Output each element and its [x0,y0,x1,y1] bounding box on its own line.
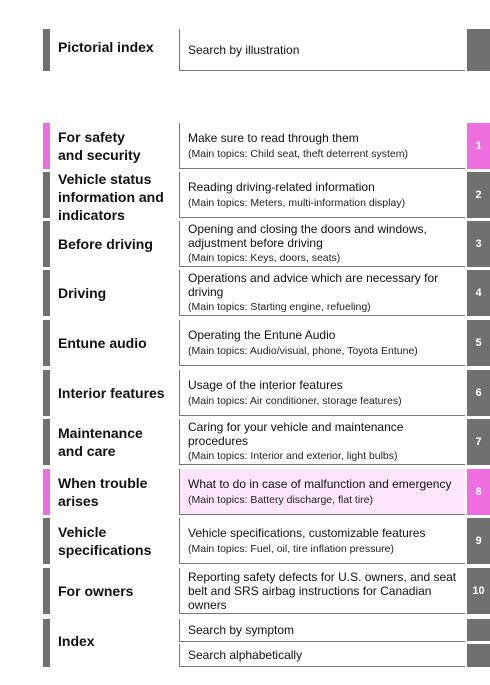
pictorial-index-bar [43,29,50,71]
chapter-10-tab[interactable]: 10 [467,568,490,614]
chapter-2-bar [43,172,50,218]
chapter-3-box[interactable] [179,221,465,267]
chapter-10-title[interactable]: For owners [58,583,134,599]
chapter-8-bar [43,469,50,515]
chapter-1-box[interactable] [179,123,465,169]
chapter-4-box[interactable] [179,270,465,316]
chapter-8-tab[interactable]: 8 [467,469,490,515]
chapter-6-box[interactable] [179,370,465,416]
chapter-6-bar [43,370,50,416]
chapter-2-desc: Reading driving-related information [188,179,375,194]
search-by-symptom-label: Search by symptom [188,623,295,637]
chapter-4-topics: (Main topics: Starting engine, refueling) [188,301,371,313]
chapter-5-tab[interactable]: 5 [467,320,490,366]
chapter-4-title[interactable]: Driving [58,285,107,301]
chapter-3-bar [43,221,50,267]
chapter-4-tab[interactable]: 4 [467,270,490,316]
chapter-7-tab[interactable]: 7 [467,419,490,465]
chapter-2-box[interactable] [179,172,465,218]
chapter-10-box[interactable] [179,568,465,614]
chapter-5-box[interactable] [179,320,465,366]
chapter-6-topics: (Main topics: Air conditioner, storage features) [188,394,402,407]
search-by-symptom-link[interactable] [179,619,465,642]
chapter-1-title[interactable]: For safety and security [58,129,141,163]
chapter-5-bar [43,320,50,366]
chapter-10-bar [43,568,50,614]
search-alphabetically-link[interactable] [179,644,465,667]
chapter-5-title[interactable]: Entune audio [58,335,147,351]
chapter-9-title[interactable]: Vehicle specifications [58,524,152,558]
chapter-10-desc: Reporting safety defects for U.S. owners, and seat belt and SRS airbag instructions for Canadian owners [188,569,457,612]
pictorial-index-link[interactable] [179,29,465,71]
pictorial-index-title[interactable]: Pictorial index [58,39,154,55]
chapter-2-tab[interactable]: 2 [467,172,490,218]
search-alphabetically-label: Search alphabetically [188,648,303,662]
chapter-6-title[interactable]: Interior features [58,385,165,401]
chapter-3-title[interactable]: Before driving [58,236,153,252]
chapter-9-box[interactable] [179,518,465,564]
chapter-3-desc: Opening and closing the doors and windows, adjustment before driving [188,222,427,250]
pictorial-index-tab [467,29,490,71]
chapter-8-topics: (Main topics: Battery discharge, flat tire) [188,493,373,506]
chapter-1-tab[interactable]: 1 [467,123,490,169]
chapter-7-title[interactable]: Maintenance and care [58,425,143,459]
index-title[interactable]: Index [58,633,95,649]
index-bar [43,619,50,667]
chapter-5-topics: (Main topics: Audio/visual, phone, Toyota Entune) [188,344,418,357]
index-tab-symptom [467,619,490,641]
chapter-9-tab[interactable]: 9 [467,518,490,564]
chapter-9-topics: (Main topics: Fuel, oil, tire inflation pressure) [188,542,394,555]
chapter-8-title[interactable]: When trouble arises [58,475,148,509]
chapter-7-box[interactable] [179,419,465,465]
chapter-8-desc: What to do in case of malfunction and emergency [188,476,452,491]
chapter-9-bar [43,518,50,564]
search-by-illustration-link[interactable]: Search by illustration [188,42,300,57]
chapter-7-bar [43,419,50,465]
index-tab-alphabetical [467,644,490,667]
chapter-5-desc: Operating the Entune Audio [188,327,336,342]
chapter-6-desc: Usage of the interior features [188,377,343,392]
chapter-1-desc: Make sure to read through them [188,130,359,145]
chapter-3-topics: (Main topics: Keys, doors, seats) [188,252,341,264]
chapter-8-box[interactable] [179,469,465,515]
chapter-7-topics: (Main topics: Interior and exterior, light bulbs) [188,450,398,462]
chapter-3-tab[interactable]: 3 [467,221,490,267]
chapter-1-bar [43,123,50,169]
chapter-1-topics: (Main topics: Child seat, theft deterrent system) [188,147,409,160]
chapter-2-topics: (Main topics: Meters, multi-information display) [188,196,406,209]
chapter-7-desc: Caring for your vehicle and maintenance procedures [188,420,404,448]
chapter-4-bar [43,270,50,316]
chapter-9-desc: Vehicle specifications, customizable features [188,525,426,540]
chapter-6-tab[interactable]: 6 [467,370,490,416]
chapter-2-title[interactable]: Vehicle status information and indicators [58,171,164,223]
chapter-4-desc: Operations and advice which are necessary for driving [188,271,439,299]
